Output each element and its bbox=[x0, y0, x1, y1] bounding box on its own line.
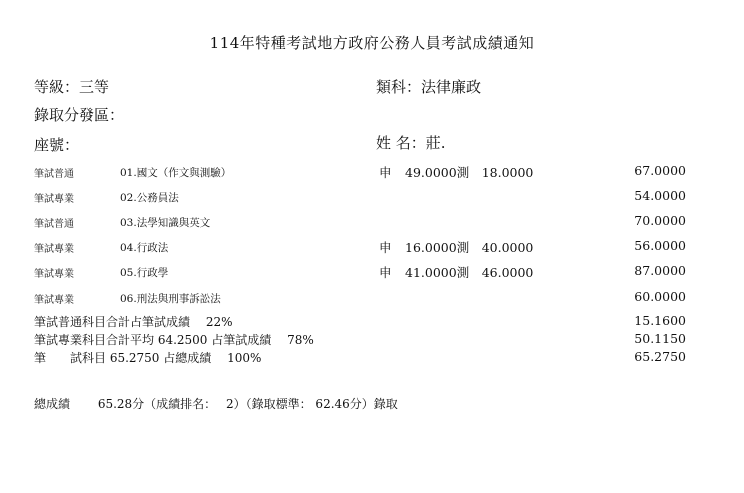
subject-name: 06.刑法與刑事訴訟法 bbox=[120, 293, 221, 305]
subject-total: 67.0000 bbox=[634, 163, 686, 178]
subject-name: 01.國文（作文與測驗） bbox=[120, 167, 232, 179]
subject-scores: 49.0000測 18.0000 bbox=[405, 165, 534, 180]
category-label: 類科：法律廉政 bbox=[376, 78, 482, 96]
subject-type: 筆試普通 bbox=[34, 169, 74, 180]
summary-value: 50.1150 bbox=[634, 331, 686, 346]
subject-mark: 申 bbox=[379, 265, 392, 280]
subject-type: 筆試普通 bbox=[34, 219, 74, 230]
subject-type: 筆試專業 bbox=[34, 194, 74, 205]
subject-total: 56.0000 bbox=[634, 238, 686, 253]
subject-type: 筆試專業 bbox=[34, 244, 74, 255]
grade-label: 等級：三等 bbox=[34, 78, 110, 96]
subject-type: 筆試專業 bbox=[34, 269, 74, 280]
subject-total: 60.0000 bbox=[634, 289, 686, 304]
subject-scores: 41.0000測 46.0000 bbox=[405, 265, 534, 280]
page-title: 114年特種考試地方政府公務人員考試成績通知 bbox=[209, 34, 535, 52]
final-score: 總成績 65.28分（成績排名： 2）（錄取標準： 62.46分）錄取 bbox=[34, 397, 398, 411]
subject-name: 03.法學知識與英文 bbox=[120, 217, 211, 229]
subject-total: 87.0000 bbox=[634, 263, 686, 278]
summary-text: 筆試專業科目合計平均 64.2500 占筆試成績 78% bbox=[34, 333, 314, 347]
summary-value: 15.1600 bbox=[634, 313, 686, 328]
subject-scores: 16.0000測 40.0000 bbox=[405, 240, 534, 255]
subject-total: 54.0000 bbox=[634, 188, 686, 203]
subject-name: 02.公務員法 bbox=[120, 192, 179, 204]
name-label: 姓 名：莊. bbox=[376, 134, 446, 152]
summary-value: 65.2750 bbox=[634, 349, 686, 364]
subject-mark: 申 bbox=[379, 165, 392, 180]
subject-mark: 申 bbox=[379, 240, 392, 255]
subject-name: 04.行政法 bbox=[120, 242, 169, 254]
summary-text: 筆試普通科目合計占筆試成績 22% bbox=[34, 315, 233, 329]
seat-label: 座號： bbox=[34, 136, 80, 154]
subject-total: 70.0000 bbox=[634, 213, 686, 228]
subject-name: 05.行政學 bbox=[120, 267, 169, 279]
summary-text: 筆 試科目 65.2750 占總成績 100% bbox=[34, 351, 262, 365]
subject-type: 筆試專業 bbox=[34, 295, 74, 306]
district-label: 錄取分發區： bbox=[34, 106, 125, 124]
